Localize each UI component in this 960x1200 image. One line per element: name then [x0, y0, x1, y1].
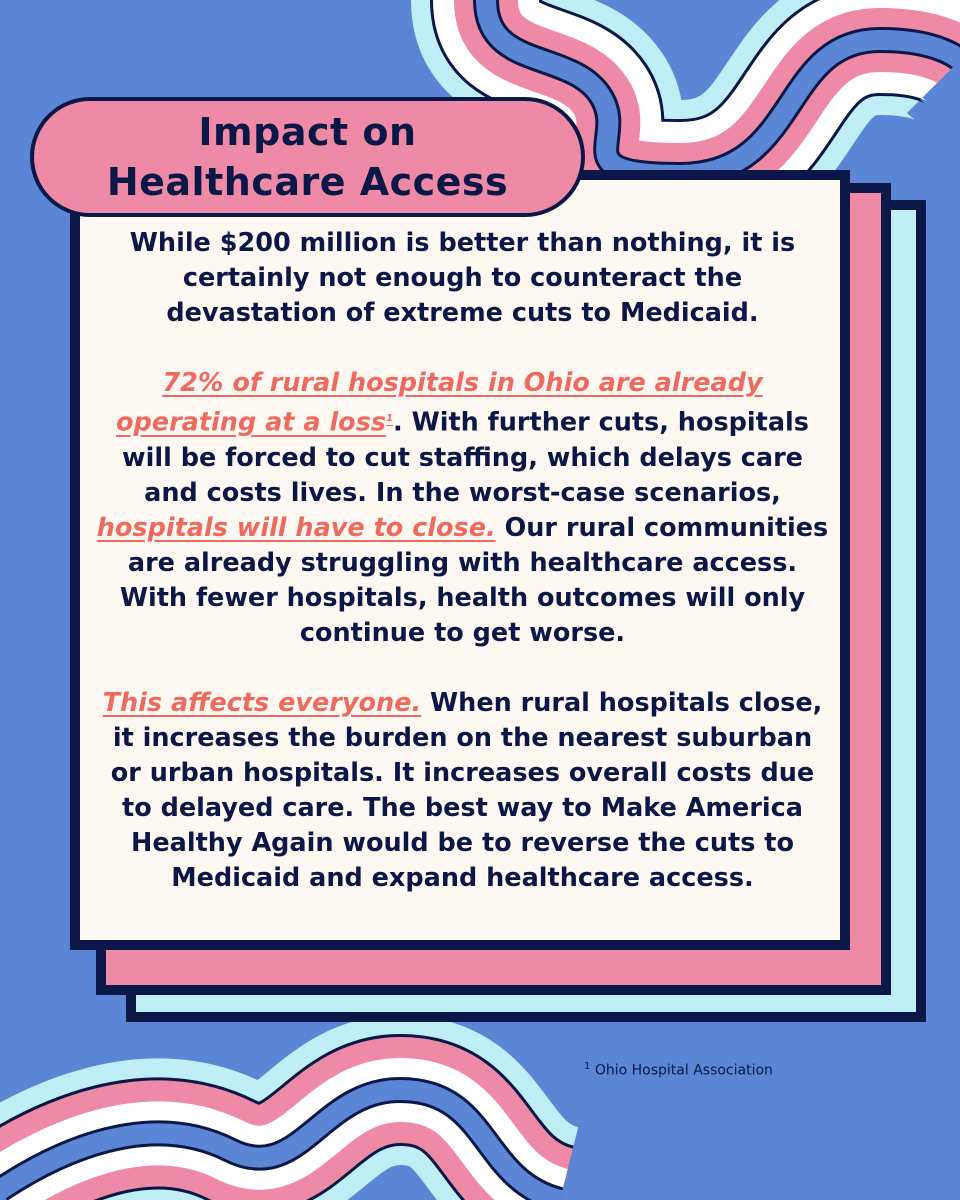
paragraph-text: When rural hospitals close, it increases the burden on the nearest suburban or urban hospitals. It increases overall costs due to delayed care. The best way to Make America Healthy Again would be to reverse the cuts to Medicaid and expand healthcare access. [110, 687, 823, 893]
paragraph-intro-text: While $200 million is better than nothing, it is certainly not enough to counteract the devastation of extreme cuts to Medicaid. [129, 228, 796, 328]
footnote-text: Ohio Hospital Association [594, 1062, 773, 1079]
paragraph-intro [95, 226, 830, 331]
title-line-1: Impact on [198, 110, 417, 154]
title-banner [30, 97, 585, 217]
footnote-marker: 1 [386, 413, 394, 424]
stat-link-rural-hospitals[interactable]: 72% of rural hospitals in Ohio are already operating at a loss [116, 368, 763, 438]
body-text [95, 226, 830, 896]
footnote-number: 1 [584, 1061, 591, 1072]
paragraph-text: . With further cuts, hospitals will be forced to cut staffing, which delays care and costs lives. In the worst-case scenarios, [122, 407, 809, 508]
title-line-2: Healthcare Access [106, 160, 509, 204]
paragraph-rural-hospitals [95, 366, 830, 651]
paragraph-affects-everyone [95, 686, 830, 896]
link-hospitals-close[interactable]: hospitals will have to close. [96, 512, 496, 543]
paragraph-text: Our rural communities are already struggling with healthcare access. With fewer hospitals, health outcomes will only continue to get worse. [119, 512, 829, 648]
footnote [584, 1061, 773, 1079]
link-affects-everyone[interactable]: This affects everyone. [102, 687, 422, 718]
